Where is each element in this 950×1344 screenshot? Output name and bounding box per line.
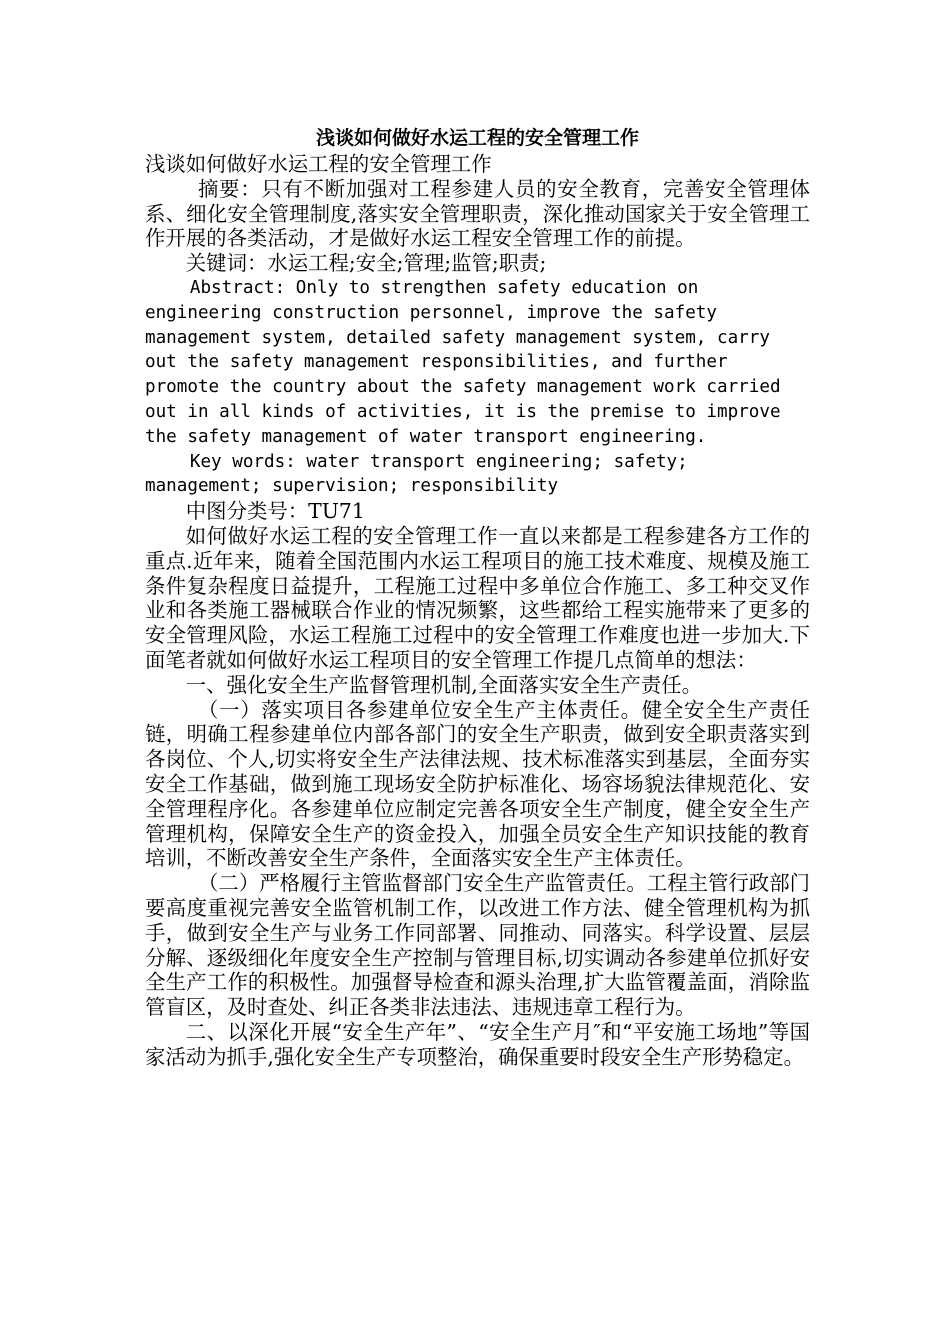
abstract-chinese: 摘要：只有不断加强对工程参建人员的安全教育，完善安全管理体系、细化安全管理制度,落实安全管理职责，深化推动国家关于安全管理工作开展的各类活动，才是做好水运工程安全管理工作的前提。 <box>145 176 810 251</box>
section-2-heading: 二、以深化开展“安全生产年”、“安全生产月″和“平安施工场地”等国家活动为抓手,强化安全生产专项整治，确保重要时段安全生产形势稳定。 <box>145 1019 810 1069</box>
abstract-english: Abstract: Only to strengthen safety education on engineering construction personnel, improve the safety management system, detailed safety management system, carry out the safety management responsibilities, and further promote the country about the safety management work carried out in all kinds of activities, it is the premise to improve the safety management of water transport engineering. <box>145 277 781 447</box>
intro-paragraph: 如何做好水运工程的安全管理工作一直以来都是工程参建各方工作的重点.近年来，随着全国范围内水运工程项目的施工技术难度、规模及施工条件复杂程度日益提升，工程施工过程中多单位合作施工、多工种交叉作业和各类施工器械联合作业的情况频繁，这些都给工程实施带来了更多的安全管理风险，水运工程施工过程中的安全管理工作难度也进一步加大.下面笔者就如何做好水运工程项目的安全管理工作提几点简单的想法： <box>145 523 810 672</box>
document-body <box>145 124 810 1069</box>
keywords-chinese: 关键词：水运工程;安全;管理;监管;职责; <box>185 251 547 276</box>
keywords-english: Key words: water transport engineering; safety; management; supervision; responsibility <box>145 451 688 497</box>
section-1-item-1: （一）落实项目各参建单位安全生产主体责任。健全安全生产责任链，明确工程参建单位内部各部门的安全生产职责，做到安全职责落实到各岗位、个人,切实将安全生产法律法规、技术标准落实到基层，全面夯实安全工作基础，做到施工现场安全防护标准化、场容场貌法律规范化、安全管理程序化。各参建单位应制定完善各项安全生产制度，健全安全生产管理机构，保障安全生产的资金投入，加强全员安全生产知识技能的教育培训，不断改善安全生产条件，全面落实安全生产主体责任。 <box>145 697 810 871</box>
classification-number: 中图分类号：TU71 <box>185 499 365 524</box>
section-1-item-2: （二）严格履行主管监督部门安全生产监管责任。工程主管行政部门要高度重视完善安全监管机制工作，以改进工作方法、健全管理机构为抓手，做到安全生产与业务工作同部署、同推动、同落实。科学设置、层层分解、逐级细化年度安全生产控制与管理目标,切实调动各参建单位抓好安全生产工作的积极性。加强督导检查和源头治理,扩大监管覆盖面，消除监管盲区，及时查处、纠正各类非法违法、违规违章工程行为。 <box>145 871 810 1020</box>
document-title: 浅谈如何做好水运工程的安全管理工作 <box>315 127 639 149</box>
section-1-heading: 一、强化安全生产监督管理机制,全面落实安全生产责任。 <box>185 672 703 697</box>
document-subtitle: 浅谈如何做好水运工程的安全管理工作 <box>145 152 492 176</box>
